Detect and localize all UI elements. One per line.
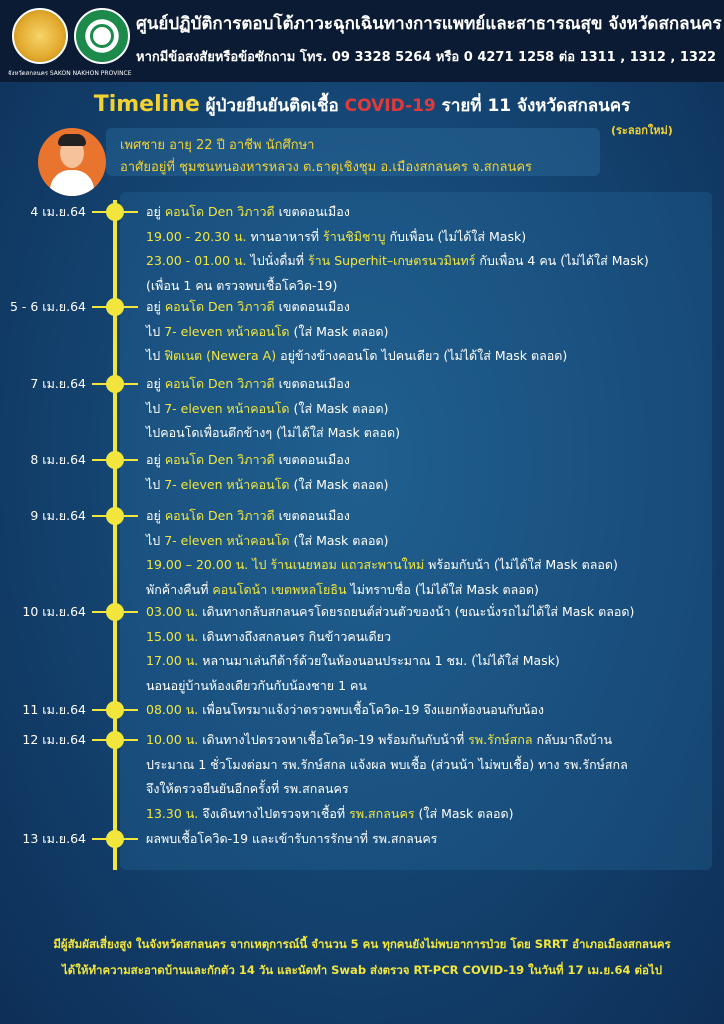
highlight-text: คอนโด Den วิภาวดี: [164, 376, 275, 391]
event-text: ไปนั่งดื่มที่: [246, 253, 308, 268]
event-text: ไปคอนโดเพื่อนตึกข้างๆ (ไม่ได้ใส่ Mask ตลอด): [146, 425, 401, 440]
timeline-date: 12 เม.ย.64: [22, 732, 86, 747]
highlight-text: 19.00 – 20.00 น. ไป: [146, 557, 271, 572]
timeline-event-line: [146, 627, 391, 647]
highlight-text: ฟิตเนต (Newera A): [164, 348, 277, 363]
timeline-event-line: [146, 251, 649, 271]
timeline-event-line: [146, 423, 400, 443]
event-text: จึงให้ตรวจยืนยันอีกครั้งที่ รพ.สกลนคร: [146, 781, 349, 796]
timeline-connector: [92, 306, 138, 308]
patient-line-2: อาศัยอยู่ที่ ชุมชนหนองหารหลวง ต.ธาตุเชิงชุม อ.เมืองสกลนคร จ.สกลนคร: [120, 160, 533, 175]
event-text: กลับมาถึงบ้าน: [532, 732, 613, 747]
event-text: อยู่: [146, 452, 165, 467]
event-text: (เพื่อน 1 คน ตรวจพบเชื้อโควิด-19): [146, 277, 338, 293]
highlight-text: 7- eleven หน้าคอนโด: [164, 323, 290, 339]
event-text: เดินทางไปตรวจหาเชื้อโควิด-19 พร้อมกันกับน้าที่: [198, 732, 469, 747]
timeline-event-line: [146, 276, 337, 296]
timeline-event-line: [146, 346, 567, 366]
timeline-date: 10 เม.ย.64: [22, 604, 86, 619]
highlight-text: 03.00 น.: [146, 604, 199, 619]
highlight-text: 7- eleven หน้าคอนโด: [164, 476, 290, 492]
highlight-text: 7- eleven หน้าคอนโด: [164, 400, 290, 416]
timeline-connector: [92, 611, 138, 613]
timeline-event-line: [146, 651, 560, 671]
timeline-event-line: [146, 755, 628, 775]
province-seal-caption: จังหวัดสกลนคร SAKON NAKHON PROVINCE: [8, 70, 132, 77]
timeline-connector: [92, 211, 138, 213]
event-text: อยู่ข้างข้างคอนโด ไปคนเดียว (ไม่ได้ใส่ Mask ตลอด): [276, 348, 568, 363]
timeline-event-line: [146, 779, 349, 799]
event-text: พักค้างคืนที่: [146, 581, 213, 597]
timeline-date: 13 เม.ย.64: [22, 831, 86, 846]
page-title: [0, 92, 724, 119]
timeline-connector: [92, 383, 138, 385]
header-contact: หากมีข้อสงสัยหรือข้อซักถาม โทร. 09 3328 5264 หรือ 0 4271 1258 ต่อ 1311 , 1312 , 1322: [136, 50, 717, 65]
ministry-of-public-health-logo: [74, 8, 130, 64]
event-text: อยู่: [146, 376, 165, 391]
event-text: อยู่: [146, 508, 165, 523]
timeline-date: 4 เม.ย.64: [30, 204, 86, 219]
event-text: (ใส่ Mask ตลอด): [289, 400, 389, 416]
highlight-text: 08.00 น.: [146, 702, 199, 717]
event-text: หลานมาเล่นกีต้าร์ด้วยในห้องนอนประมาณ 1 ชม. (ไม่ได้ใส่ Mask): [198, 653, 560, 668]
event-text: กับเพื่อน (ไม่ได้ใส่ Mask): [385, 228, 527, 244]
highlight-text: 13.30 น.: [146, 805, 199, 821]
timeline-event-line: [146, 804, 514, 824]
event-text: เขตดอนเมือง: [274, 299, 350, 314]
timeline-event-line: [146, 202, 350, 222]
event-text: ไป: [146, 348, 165, 363]
highlight-text: คอนโดน้า เขตพหลโยธิน: [212, 581, 347, 597]
event-text: ไป: [146, 323, 165, 339]
timeline-connector: [92, 459, 138, 461]
header-bar: [0, 0, 724, 82]
timeline-event-line: [146, 602, 634, 622]
title-note: (ระลอกใหม่): [611, 124, 673, 137]
event-text: ผลพบเชื้อโควิด-19 และเข้ารับการรักษาที่ รพ.สกลนคร: [146, 831, 438, 846]
event-text: (ใส่ Mask ตลอด): [289, 532, 389, 548]
event-text: ไป: [146, 532, 165, 548]
footer-line-1: มีผู้สัมผัสเสี่ยงสูง ในจังหวัดสกลนคร จากเหตุการณ์นี้ จำนวน 5 คน ทุกคนยังไม่พบอาการป่วย โดย SRRT อำเภอเมืองสกลนคร: [53, 937, 671, 951]
highlight-text: รพ.สกลนคร: [349, 805, 415, 821]
header-title: ศูนย์ปฏิบัติการตอบโต้ภาวะฉุกเฉินทางการแพทย์และสาธารณสุข จังหวัดสกลนคร: [136, 14, 722, 34]
highlight-text: 15.00 น.: [146, 628, 199, 644]
timeline-event-line: [146, 829, 437, 849]
event-text: ทานอาหารที่: [246, 228, 324, 244]
timeline-event-line: [146, 555, 618, 575]
timeline-event-line: [146, 374, 350, 394]
timeline-date: 7 เม.ย.64: [30, 376, 86, 391]
event-text: เขตดอนเมือง: [274, 452, 350, 467]
event-text: (ใส่ Mask ตลอด): [289, 476, 389, 492]
title-covid: COVID-19: [344, 96, 436, 116]
event-text: (ใส่ Mask ตลอด): [414, 805, 514, 821]
highlight-text: ร้าน Superhit–เกษตรนวมินทร์: [307, 253, 476, 268]
title-prefix: ผู้ป่วยยืนยันติดเชื้อ: [199, 96, 345, 116]
highlight-text: 17.00 น.: [146, 653, 199, 668]
timeline-event-line: [146, 506, 350, 526]
event-text: ไป: [146, 400, 165, 416]
highlight-text: ร้านชิมิชาบู: [323, 228, 386, 244]
timeline-event-line: [146, 450, 350, 470]
event-text: นอนอยู่บ้านห้องเดียวกันกับน้องชาย 1 คน: [146, 677, 367, 693]
highlight-text: 7- eleven หน้าคอนโด: [164, 532, 290, 548]
timeline-event-line: [146, 730, 612, 750]
timeline-event-line: [146, 580, 539, 600]
timeline-date: 5 - 6 เม.ย.64: [9, 299, 86, 314]
highlight-text: 10.00 น.: [146, 732, 199, 747]
timeline-date: 9 เม.ย.64: [30, 508, 86, 523]
highlight-text: รพ.รักษ์สกล: [468, 732, 533, 747]
event-text: เดินทางกลับสกลนครโดยรถยนต์ส่วนตัวของน้า (ขณะนั่งรถไม่ได้ใส่ Mask ตลอด): [198, 604, 635, 619]
timeline-event-line: [146, 297, 350, 317]
event-text: ไป: [146, 476, 165, 492]
highlight-text: คอนโด Den วิภาวดี: [164, 204, 275, 219]
highlight-text: 23.00 - 01.00 น.: [146, 253, 247, 268]
patient-line-1: เพศชาย อายุ 22 ปี อาชีพ นักศึกษา: [120, 138, 315, 153]
title-timeline: Timeline: [93, 92, 200, 117]
event-text: เพื่อนโทรมาแจ้งว่าตรวจพบเชื้อโควิด-19 จึงแยกห้องนอนกับน้อง: [198, 702, 544, 717]
event-text: จึงเดินทางไปตรวจหาเชื้อที่: [198, 805, 350, 821]
highlight-text: คอนโด Den วิภาวดี: [164, 299, 275, 314]
timeline-connector: [92, 515, 138, 517]
timeline-date: 8 เม.ย.64: [30, 452, 86, 467]
timeline-connector: [92, 838, 138, 840]
province-seal-logo: [8, 8, 132, 77]
event-text: กับเพื่อน 4 คน (ไม่ได้ใส่ Mask): [475, 253, 649, 268]
event-text: ไม่ทราบชื่อ (ไม่ได้ใส่ Mask ตลอด): [346, 581, 539, 597]
event-text: (ใส่ Mask ตลอด): [289, 323, 389, 339]
footer-line-2: ได้ให้ทำความสะอาดบ้านและกักตัว 14 วัน และนัดทำ Swab ส่งตรวจ RT-PCR COVID-19 ในวันที่ 17 เม.ย.64 ต่อไป: [62, 963, 662, 977]
event-text: อยู่: [146, 299, 165, 314]
event-text: เขตดอนเมือง: [274, 376, 350, 391]
timeline-date: 11 เม.ย.64: [22, 702, 86, 717]
event-text: ประมาณ 1 ชั่วโมงต่อมา รพ.รักษ์สกล แจ้งผล พบเชื้อ (ส่วนน้า ไม่พบเชื้อ) ทาง รพ.รักษ์สกล: [146, 756, 628, 772]
event-text: เขตดอนเมือง: [274, 508, 350, 523]
event-text: อยู่: [146, 204, 165, 219]
timeline-event-line: [146, 531, 389, 551]
timeline-event-line: [146, 227, 526, 247]
patient-avatar-icon: [38, 128, 106, 196]
event-text: พร้อมกับน้า (ไม่ได้ใส่ Mask ตลอด): [424, 557, 618, 572]
timeline-connector: [92, 709, 138, 711]
highlight-text: คอนโด Den วิภาวดี: [164, 452, 275, 467]
highlight-text: ร้านเนยหอม แถวสะพานใหม่: [270, 557, 425, 572]
timeline-event-line: [146, 399, 389, 419]
timeline-connector: [92, 739, 138, 741]
event-text: เขตดอนเมือง: [274, 204, 350, 219]
highlight-text: คอนโด Den วิภาวดี: [164, 508, 275, 523]
highlight-text: 19.00 - 20.30 น.: [146, 228, 247, 244]
timeline-event-line: [146, 676, 367, 696]
event-text: เดินทางถึงสกลนคร กินข้าวคนเดียว: [198, 628, 392, 644]
title-suffix: รายที่ 11 จังหวัดสกลนคร: [435, 96, 631, 116]
timeline-event-line: [146, 700, 544, 720]
timeline-event-line: [146, 322, 389, 342]
timeline-event-line: [146, 475, 389, 495]
